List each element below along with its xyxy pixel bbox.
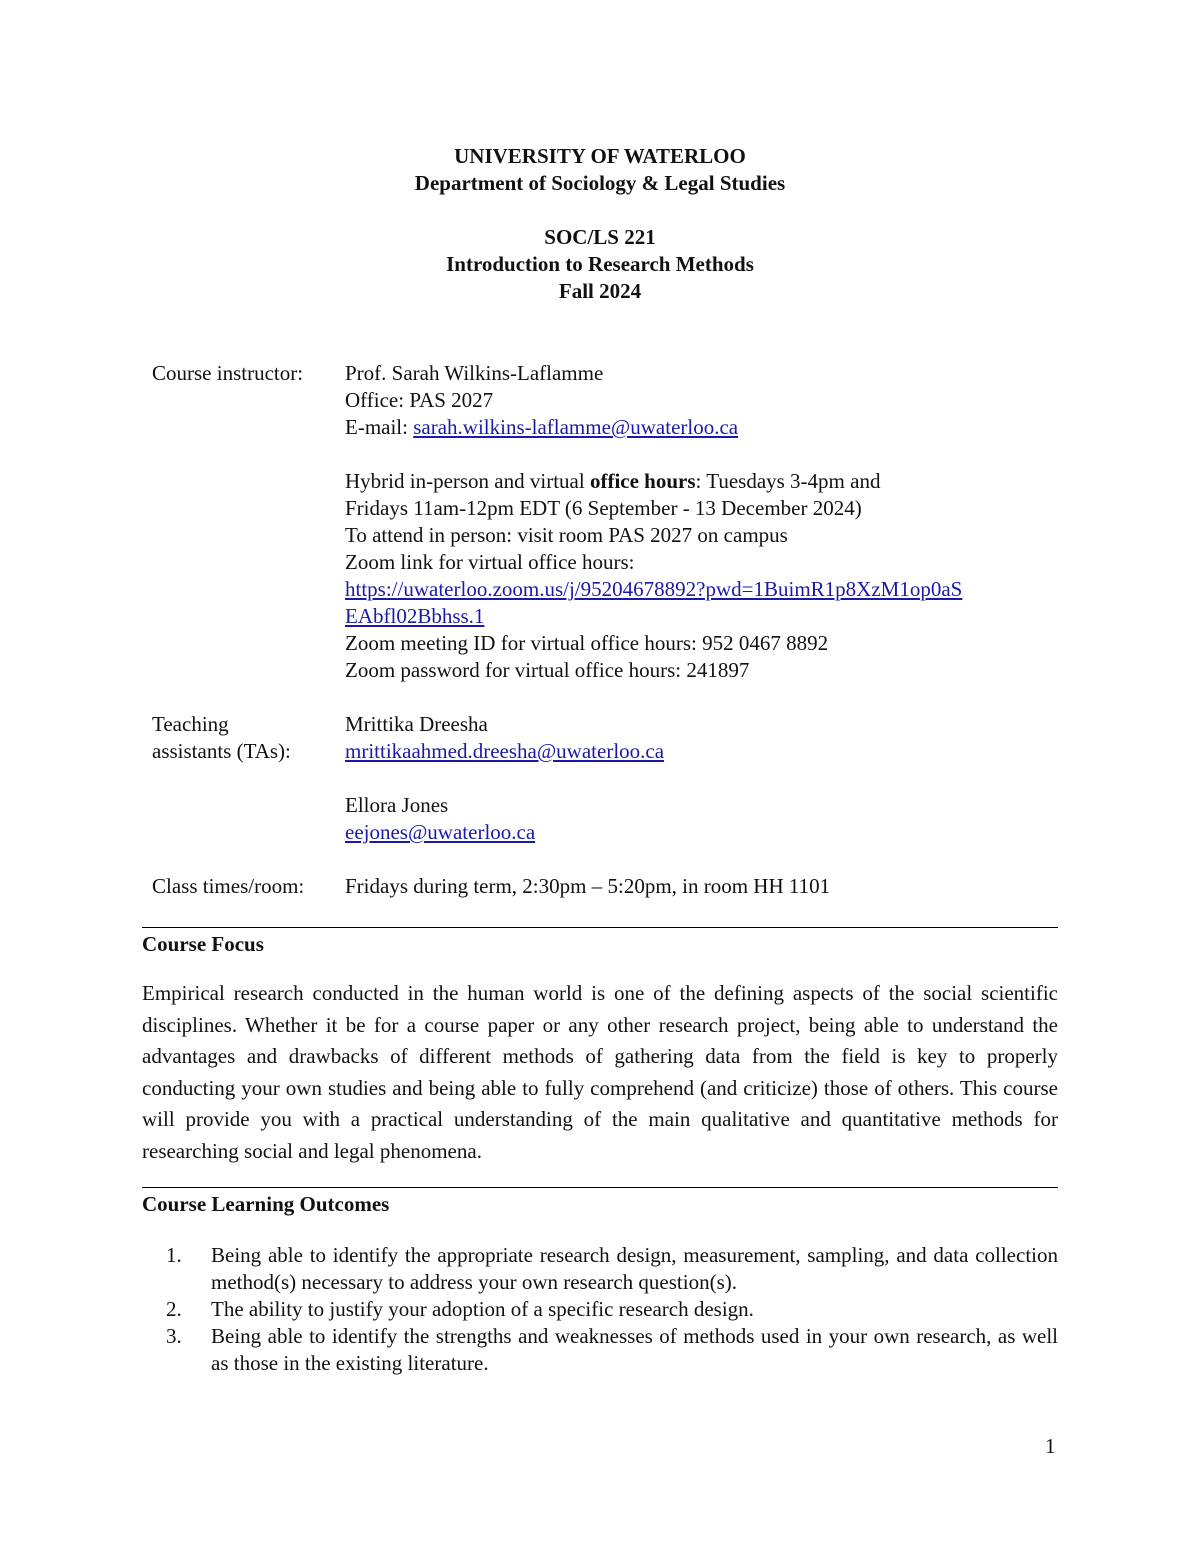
course-code: SOC/LS 221 — [544, 225, 656, 249]
learning-outcomes-title: Course Learning Outcomes — [142, 1192, 390, 1216]
ta-email-link[interactable]: eejones@uwaterloo.ca — [345, 820, 536, 844]
list-number: 3. — [166, 1324, 182, 1348]
zoom-link-label: Zoom link for virtual office hours: — [345, 550, 635, 574]
list-item — [142, 1296, 1058, 1323]
course-focus-title: Course Focus — [142, 932, 264, 956]
list-text: Being able to identify the strengths and weaknesses of methods used in your own research, as well as those in the existing literature. — [211, 1324, 1058, 1375]
list-text: Being able to identify the appropriate research design, measurement, sampling, and data collection method(s) necessary to address your own research question(s). — [211, 1243, 1058, 1294]
instructor-office: Office: PAS 2027 — [345, 388, 494, 412]
instructor-email-link[interactable]: sarah.wilkins-laflamme@uwaterloo.ca — [413, 415, 739, 439]
zoom-link[interactable] — [345, 576, 962, 603]
department-name: Department of Sociology & Legal Studies — [414, 171, 786, 195]
ta-name: Mrittika Dreesha — [345, 712, 488, 736]
office-hours-dates: Fridays 11am-12pm EDT (6 September - 13 December 2024) — [345, 496, 862, 520]
zoom-link-line1[interactable]: https://uwaterloo.zoom.us/j/95204678892?pwd=1BuimR1p8XzM1op0aS — [345, 577, 963, 601]
office-hours-pre: Hybrid in-person and virtual — [345, 469, 590, 493]
list-number: 1. — [166, 1243, 182, 1267]
email-prefix: E-mail: — [345, 415, 414, 439]
zoom-link-line2[interactable]: EAbfl02Bbhss.1 — [345, 604, 485, 628]
ta-email[interactable] — [345, 738, 664, 765]
course-focus-body: Empirical research conducted in the human world is one of the defining aspects of the social scientific disciplines. Whether it be for a course paper or any other research project, being able to understand the advantages and drawbacks of different methods of gathering data from the field is key to properly conducting your own studies and being able to fully comprehend (and criticize) those of others. This course will provide you with a practical understanding of the main qualitative and quantitative methods for researching social and legal phenomena. — [142, 981, 1058, 1163]
office-hours-post: : Tuesdays 3-4pm and — [695, 469, 881, 493]
ta-label-line2: assistants (TAs): — [152, 739, 291, 763]
in-person-info: To attend in person: visit room PAS 2027 on campus — [345, 523, 788, 547]
class-times-label: Class times/room: — [152, 874, 305, 898]
course-term: Fall 2024 — [558, 279, 642, 303]
list-number: 2. — [166, 1297, 182, 1321]
office-hours-line — [345, 468, 880, 495]
office-hours-bold: office hours — [589, 469, 696, 493]
instructor-label: Course instructor: — [152, 361, 304, 385]
university-name: UNIVERSITY OF WATERLOO — [454, 144, 746, 168]
course-title: Introduction to Research Methods — [446, 252, 754, 276]
instructor-name: Prof. Sarah Wilkins-Laflamme — [345, 361, 604, 385]
ta-name: Ellora Jones — [345, 793, 449, 817]
list-item — [142, 1323, 1058, 1377]
list-item — [142, 1242, 1058, 1296]
ta-email-link[interactable]: mrittikaahmed.dreesha@uwaterloo.ca — [345, 739, 665, 763]
ta-email[interactable] — [345, 819, 535, 846]
zoom-password: Zoom password for virtual office hours: 241897 — [345, 658, 750, 682]
section-divider — [142, 927, 1058, 928]
page-number: 1 — [1045, 1434, 1056, 1458]
zoom-link-cont[interactable] — [345, 603, 484, 630]
section-divider — [142, 1187, 1058, 1188]
list-text: The ability to justify your adoption of a specific research design. — [211, 1297, 754, 1321]
class-times-value: Fridays during term, 2:30pm – 5:20pm, in room HH 1101 — [345, 874, 831, 898]
learning-outcomes-list — [142, 1242, 1058, 1377]
zoom-meeting-id: Zoom meeting ID for virtual office hours: 952 0467 8892 — [345, 631, 829, 655]
instructor-email-line — [345, 414, 738, 441]
ta-label-line1: Teaching — [152, 712, 229, 736]
